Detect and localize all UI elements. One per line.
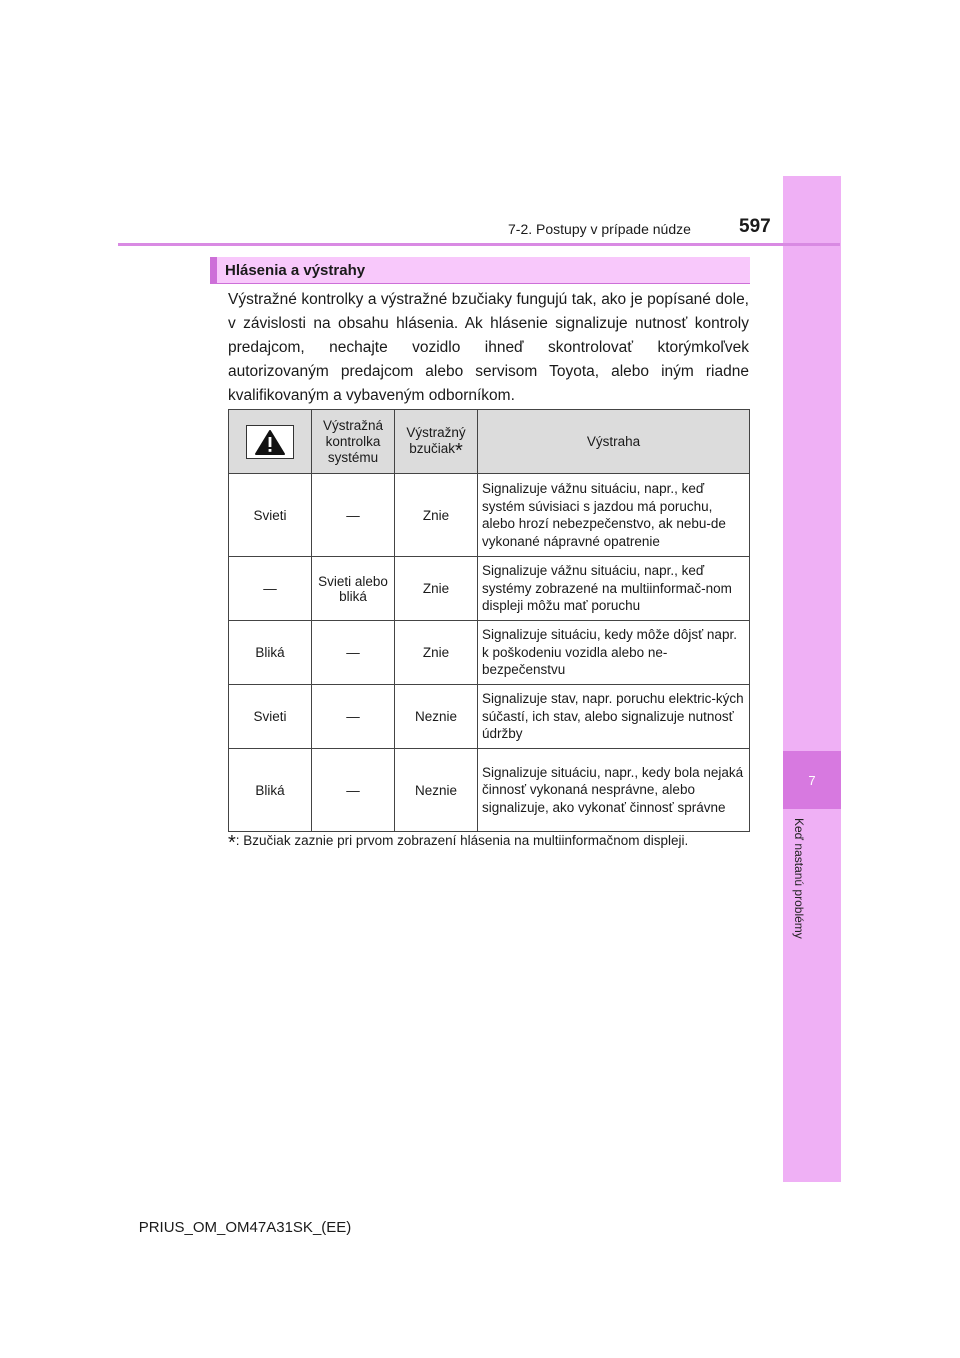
- chapter-title: 7-2. Postupy v prípade núdze: [508, 221, 691, 237]
- row-warning-text: Signalizuje stav, napr. poruchu elektric-kých súčastí, ich stav, alebo signalizuje nutnosť údržby: [478, 685, 750, 749]
- row-warning-text: Signalizuje vážnu situáciu, napr., keď systémy zobrazené na multiinformač-nom displeji môžu mať poruchu: [478, 557, 750, 621]
- warnings-table: [228, 409, 750, 832]
- row-warning-text: Signalizuje vážnu situáciu, napr., keď systém súvisiaci s jazdou má poruchu, alebo hrozí nebezpečenstvo, ak nebu-de vykonané nápravné opatrenie: [478, 474, 750, 557]
- row-light-state: —: [312, 685, 395, 749]
- header-warning: Výstraha: [478, 410, 750, 474]
- row-icon-state: —: [229, 557, 312, 621]
- intro-paragraph: Výstražné kontrolky a výstražné bzučiaky fungujú tak, ako je popísané dole, v závislosti na obsahu hlásenia. Ak hlásenie signalizuje nutnosť kontroly predajcom, nechajte vozidlo ihneď skontrolovať ktorýmkoľvek autorizovaným predajcom alebo servisom Toyota, alebo iným riadne kvalifikovaným a vybaveným odborníkom.: [228, 291, 749, 404]
- section-title: Hlásenia a výstrahy: [210, 257, 750, 284]
- table-row: [229, 749, 750, 832]
- header-buzzer-text: Výstražný bzučiak: [406, 424, 466, 456]
- row-light-state: Svieti alebo bliká: [312, 557, 395, 621]
- row-icon-state: Bliká: [229, 621, 312, 685]
- header-buzzer: [395, 410, 478, 474]
- chapter-side-label: Keď nastanú problémy: [792, 818, 806, 939]
- row-warning-text: Signalizuje situáciu, napr., kedy bola nejaká činnosť vykonaná nesprávne, alebo signalizuje, ako vykonať činnosť správne: [478, 749, 750, 832]
- row-buzzer-state: Znie: [395, 474, 478, 557]
- footnote-text: : Bzučiak zaznie pri prvom zobrazení hlásenia na multiinformačnom displeji.: [235, 833, 689, 848]
- document-code: PRIUS_OM_OM47A31SK_(EE): [138, 1219, 352, 1236]
- row-buzzer-state: Znie: [395, 621, 478, 685]
- row-icon-state: Svieti: [229, 474, 312, 557]
- header-divider: [118, 243, 840, 246]
- row-light-state: —: [312, 749, 395, 832]
- footnote-mark: *: [454, 439, 463, 462]
- warning-triangle-icon: [246, 425, 294, 459]
- row-buzzer-state: Neznie: [395, 749, 478, 832]
- row-warning-text: Signalizuje situáciu, kedy môže dôjsť napr. k poškodeniu vozidla alebo ne-bezpečenstvu: [478, 621, 750, 685]
- row-light-state: —: [312, 474, 395, 557]
- table-header-row: [229, 410, 750, 474]
- row-buzzer-state: Neznie: [395, 685, 478, 749]
- table-row: [229, 685, 750, 749]
- header-icon-cell: [229, 410, 312, 474]
- row-buzzer-state: Znie: [395, 557, 478, 621]
- footnote: [228, 832, 758, 855]
- chapter-number-tab: 7: [783, 751, 841, 809]
- table-row: [229, 474, 750, 557]
- row-icon-state: Bliká: [229, 749, 312, 832]
- table-row: [229, 557, 750, 621]
- header-system-light: Výstražná kontrolka systému: [312, 410, 395, 474]
- row-icon-state: Svieti: [229, 685, 312, 749]
- table-row: [229, 621, 750, 685]
- page-number: 597: [739, 216, 771, 237]
- footnote-star: *: [228, 832, 236, 854]
- chapter-side-tab: [783, 176, 841, 1182]
- row-light-state: —: [312, 621, 395, 685]
